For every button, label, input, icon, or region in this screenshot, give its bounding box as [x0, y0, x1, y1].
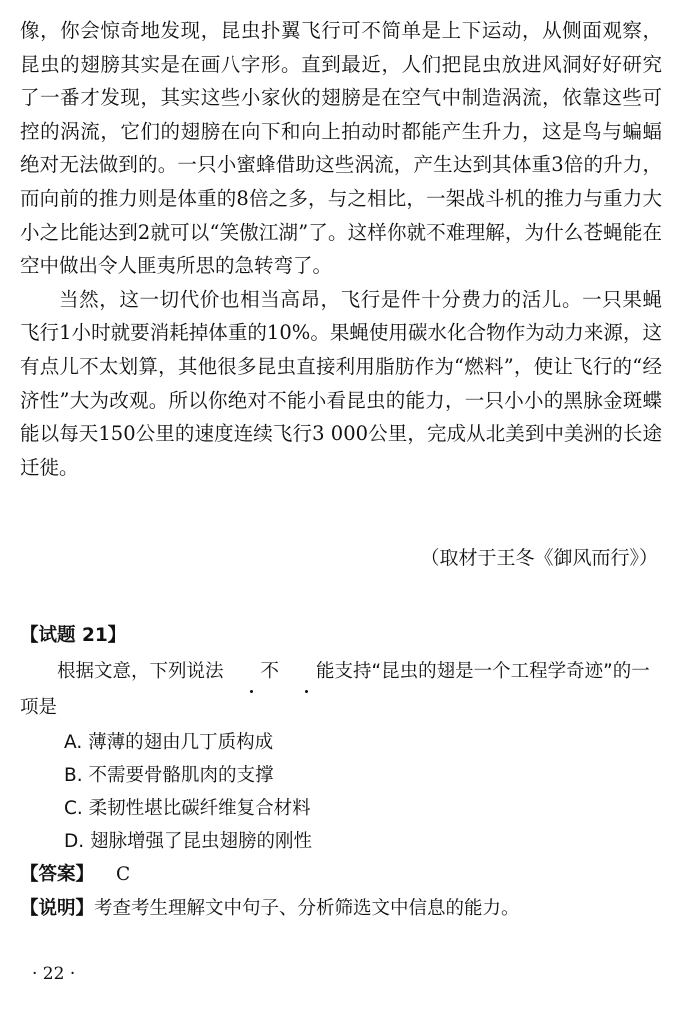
emphasis-dot-char-2: 能 [279, 654, 335, 690]
option-c: C. 柔韧性堪比碳纤维复合材料 [64, 798, 311, 819]
answer-tag: 【答案】 [20, 864, 95, 885]
emphasis-dot-char-1: 不 [224, 654, 280, 690]
question-stem-after: 支持“昆虫的翅是一个工程学奇迹”的一项是 [20, 661, 650, 718]
passage-paragraph-2: 当然，这一切代价也相当高昂，飞行是件十分费力的活儿。一只果蝇飞行1小时就要消耗掉体重的10%。果蝇使用碳水化合物作为动力来源，这有点儿不太划算，其他很多昆虫直接利用脂肪作为“燃料”，使让飞行的“经济性”大为改观。所以你绝对不能小看昆虫的能力，一只小小的黑脉金斑蝶能以每天150公里的速度连续飞行3 000公里，完成从北美到中美洲的长途迁徙。 [20, 287, 662, 479]
option-a: A. 薄薄的翅由几丁质构成 [64, 732, 274, 753]
explanation-row [20, 892, 662, 926]
explanation-text: 考查考生理解文中句子、分析筛选文中信息的能力。 [94, 898, 520, 919]
option-b: B. 不需要骨骼肌肉的支撑 [64, 765, 274, 786]
explanation-tag: 【说明】 [20, 898, 95, 919]
page-number: · 22 · [32, 964, 76, 984]
passage-source: （取材于王冬《御风而行》） [420, 547, 658, 569]
question-stem [20, 654, 662, 726]
option-list [20, 726, 662, 858]
passage-paragraph-1: 像，你会惊奇地发现，昆虫扑翼飞行可不简单是上下运动，从侧面观察，昆虫的翅膀其实是在画八字形。直到最近，人们把昆虫放进风洞好好研究了一番才发现，其实这些小家伙的翅膀是在空气中制造涡流，依靠这些可控的涡流，它们的翅膀在向下和向上拍动时都能产生升力，这是鸟与蝙蝠绝对无法做到的。一只小蜜蜂借助这些涡流，产生达到其体重3倍的升力，而向前的推力则是体重的8倍之多，与之相比，一架战斗机的推力与重力大小之比能达到2就可以“笑傲江湖”了。这样你就不难理解，为什么苍蝇能在空中做出令人匪夷所思的急转弯了。 [20, 19, 662, 278]
answer-row [20, 858, 662, 892]
question-label: 【试题 21】 [20, 625, 127, 646]
question-block [20, 618, 662, 926]
option-d: D. 翅脉增强了昆虫翅膀的刚性 [64, 831, 313, 852]
answer-value: C [116, 864, 131, 885]
reading-passage [20, 14, 662, 484]
question-stem-before: 根据文意，下列说法 [57, 661, 224, 682]
